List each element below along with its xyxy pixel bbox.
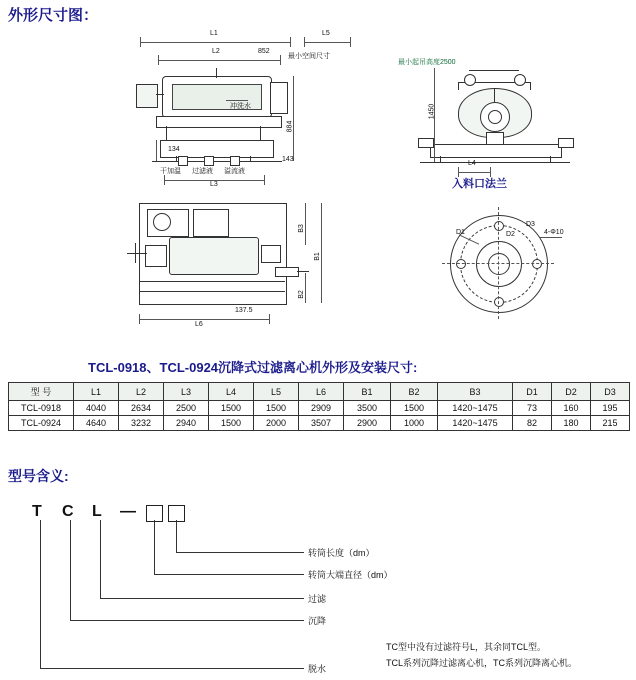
table-cell: 1000: [391, 416, 438, 431]
dim-B2: B2: [297, 290, 305, 299]
table-header-cell: L5: [254, 383, 299, 401]
table-header-cell: D3: [591, 383, 630, 401]
top-view-drawing: [125, 195, 335, 335]
table-cell: 1420~1475: [438, 416, 513, 431]
table-cell: 3232: [119, 416, 164, 431]
diagram-caption: TCL-0918、TCL-0924沉降式过滤离心机外形及安装尺寸:: [88, 360, 418, 375]
table-cell: 2500: [164, 401, 209, 416]
label-filtrate: 过滤液: [192, 168, 213, 175]
dim-L2: L2: [212, 48, 220, 55]
model-meaning-title: 型号含义:: [8, 468, 69, 484]
table-cell: 4040: [74, 401, 119, 416]
code-dash: —: [120, 503, 136, 520]
table-cell: TCL-0918: [9, 401, 74, 416]
dim-884: 884: [286, 120, 294, 133]
table-header-cell: L4: [209, 383, 254, 401]
table-header-cell: D2: [552, 383, 591, 401]
code-letter-C: C: [62, 503, 74, 520]
table-cell: 2909: [299, 401, 344, 416]
table-cell: 1500: [209, 416, 254, 431]
page-title: 外形尺寸图：: [8, 7, 99, 24]
table-cell: 180: [552, 416, 591, 431]
table-cell: 215: [591, 416, 630, 431]
dim-L6: L6: [195, 321, 203, 328]
label-inlet-flange: 入料口法兰: [452, 178, 507, 190]
table-cell: 3507: [299, 416, 344, 431]
label-min-lift-height: 最小起吊高度2500: [398, 59, 456, 66]
table-header-cell: B2: [391, 383, 438, 401]
table-cell: 2940: [164, 416, 209, 431]
flange-drawing: [400, 205, 580, 330]
table-header-cell: L2: [119, 383, 164, 401]
legend-settling: 沉降: [308, 616, 327, 626]
table-cell: 3500: [344, 401, 391, 416]
table-header-cell: L3: [164, 383, 209, 401]
table-header-row: [9, 383, 630, 401]
table-header-cell: B1: [344, 383, 391, 401]
note-line-1: TC型中没有过滤符号L，其余同TCL型。: [386, 642, 547, 652]
dim-D3: D3: [526, 221, 535, 228]
dim-D1: D1: [456, 229, 465, 236]
table-cell: 1500: [391, 401, 438, 416]
legend-drum-diameter: 转筒大端直径（dm）: [308, 570, 393, 580]
dim-B3: B3: [297, 224, 305, 233]
table-cell: TCL-0924: [9, 416, 74, 431]
dim-1450: 1450: [428, 103, 436, 120]
legend-dewatering: 脱水: [308, 664, 327, 674]
table-header-cell: D1: [513, 383, 552, 401]
dim-L3: L3: [210, 181, 218, 188]
dim-143: 143: [282, 156, 294, 163]
table-cell: 2000: [254, 416, 299, 431]
spec-table: [8, 382, 630, 431]
dim-L4: L4: [468, 160, 476, 167]
dim-L5-group: [300, 28, 360, 52]
note-line-2: TCL系列沉降过滤离心机，TC系列沉降离心机。: [386, 658, 578, 668]
table-cell: 160: [552, 401, 591, 416]
dim-L1: L1: [210, 30, 218, 37]
table-cell: 73: [513, 401, 552, 416]
legend-filter: 过滤: [308, 594, 327, 604]
dim-D2: D2: [506, 231, 515, 238]
table-header-cell: B3: [438, 383, 513, 401]
table-header-cell: L1: [74, 383, 119, 401]
table-row: [9, 416, 630, 431]
table-cell: 2900: [344, 416, 391, 431]
label-holes: 4-Φ10: [544, 229, 564, 236]
dim-B1: B1: [313, 252, 321, 261]
dim-L5: L5: [322, 30, 330, 37]
table-header-cell: L6: [299, 383, 344, 401]
table-cell: 4640: [74, 416, 119, 431]
dim-852: 852: [258, 48, 270, 55]
label-wash-water: 冲洗水: [230, 103, 251, 110]
dim-134: 134: [168, 146, 180, 153]
label-overflow: 溢流液: [224, 168, 245, 175]
dim-137-5: 137.5: [235, 307, 253, 314]
label-min-gap: 最小空间尺寸: [288, 53, 330, 60]
table-cell: 1420~1475: [438, 401, 513, 416]
legend-drum-length: 转筒长度（dm）: [308, 548, 375, 558]
table-cell: 1500: [209, 401, 254, 416]
code-letter-L: L: [92, 503, 102, 520]
table-header-cell: 型 号: [9, 383, 74, 401]
table-cell: 2634: [119, 401, 164, 416]
table-cell: 1500: [254, 401, 299, 416]
label-dry-heat: 干加温: [160, 168, 181, 175]
table-row: [9, 401, 630, 416]
code-letter-T: T: [32, 503, 42, 520]
table-cell: 195: [591, 401, 630, 416]
table-cell: 82: [513, 416, 552, 431]
